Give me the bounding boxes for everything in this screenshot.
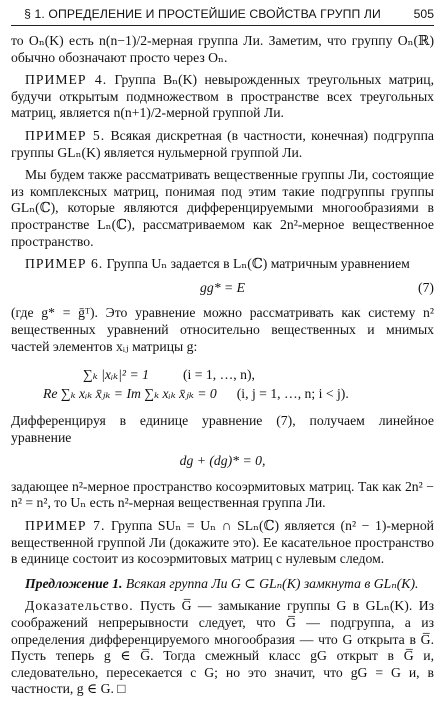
- page-number: 505: [413, 7, 434, 21]
- equation-7: [11, 280, 434, 297]
- example-7: ПРИМЕР 7. Группа SUₙ = Uₙ ∩ SLₙ(ℂ) является (n² − 1)-мерной вещественной группой Ли (докажите это). Ее касательное пространство в единице состоит из косоэрмитовых матриц с нулевым следом.: [11, 518, 435, 567]
- example-6: ПРИМЕР 6. Группа Uₙ задается в Lₙ(ℂ) матричным уравнением: [25, 256, 410, 272]
- proof-label: Доказательство.: [25, 598, 134, 614]
- paragraph-p8: задающее n²-мерное пространство косоэрмитовых матриц. Так как 2n² − n² = n², то Uₙ есть n²-мерная вещественная группа Ли.: [11, 478, 434, 511]
- page-body: [11, 33, 434, 704]
- proposition-label: Предложение 1.: [25, 575, 123, 591]
- example-label: ПРИМЕР 5.: [25, 127, 106, 143]
- equation-number: (7): [418, 279, 434, 295]
- paragraph-p6: (где g* = ḡᵀ). Это уравнение можно рассматривать как систему n² вещественных уравнений относительно вещественных и мнимых частей элементов xᵢⱼ матрицы g:: [11, 305, 434, 354]
- linear-equation: dg + (dg)* = 0,: [179, 453, 266, 469]
- running-header: [11, 3, 434, 26]
- proof: Доказательство. Пусть G̅ — замыкание группы G в GLₙ(K). Из соображений непрерывности следует, что G̅ — подгруппа, а из определения дифференцируемого многообразия — что G открыта в G̅. Пусть теперь g ∈ G̅. Тогда смежный класс gG открыт в G̅ и, следовательно, пересекается с G; но это значит, что gG = G и, в частности, g ∈ G. □: [11, 598, 435, 697]
- section-title: § 1. ОПРЕДЕЛЕНИЕ И ПРОСТЕЙШИЕ СВОЙСТВА ГРУПП ЛИ: [24, 7, 381, 21]
- example-label: ПРИМЕР 6.: [25, 256, 104, 272]
- equation-system: [43, 365, 434, 403]
- paragraph-p4: Мы будем также рассматривать вещественные группы Ли, состоящие из комплексных матриц, понимая под этим такие подгруппы группы GLₙ(ℂ), которые являются дифференцируемыми многообразиями в пространстве Lₙ(ℂ), рассматриваемом как 2n²-мерное вещественное пространство.: [11, 167, 434, 249]
- proposition-1: Предложение 1. Всякая группа Ли G ⊂ GLₙ(K) замкнута в GLₙ(K).: [25, 575, 419, 591]
- example-label: ПРИМЕР 7.: [25, 518, 106, 534]
- system-row-1: ∑ₖ |xᵢₖ|² = 1 (i = 1, …, n),: [83, 367, 255, 383]
- example-4: ПРИМЕР 4. Группа Bₙ(K) невырожденных треугольных матриц, будучи открытым подмножеством в пространстве всех треугольных матриц, является n(n+1)/2-мерной группой Ли.: [11, 72, 434, 121]
- paragraph-p1: то Oₙ(K) есть n(n−1)/2-мерная группа Ли. Заметим, что группу Oₙ(ℝ) обычно обозначают просто через Oₙ.: [11, 33, 434, 65]
- equation-body: gg* = E: [200, 279, 245, 295]
- system-row-2: Re ∑ₖ xᵢₖ x̄ⱼₖ = Im ∑ₖ xᵢₖ x̄ⱼₖ = 0 (i, j = 1, …, n; i < j).: [43, 386, 349, 402]
- example-label: ПРИМЕР 4.: [25, 72, 108, 88]
- example-5: ПРИМЕР 5. Всякая дискретная (в частности, конечная) подгруппа группы GLₙ(K) является нульмерной группой Ли.: [11, 127, 435, 160]
- paragraph-p7: Дифференцируя в единице уравнение (7), получаем линейное уравнение: [11, 413, 434, 445]
